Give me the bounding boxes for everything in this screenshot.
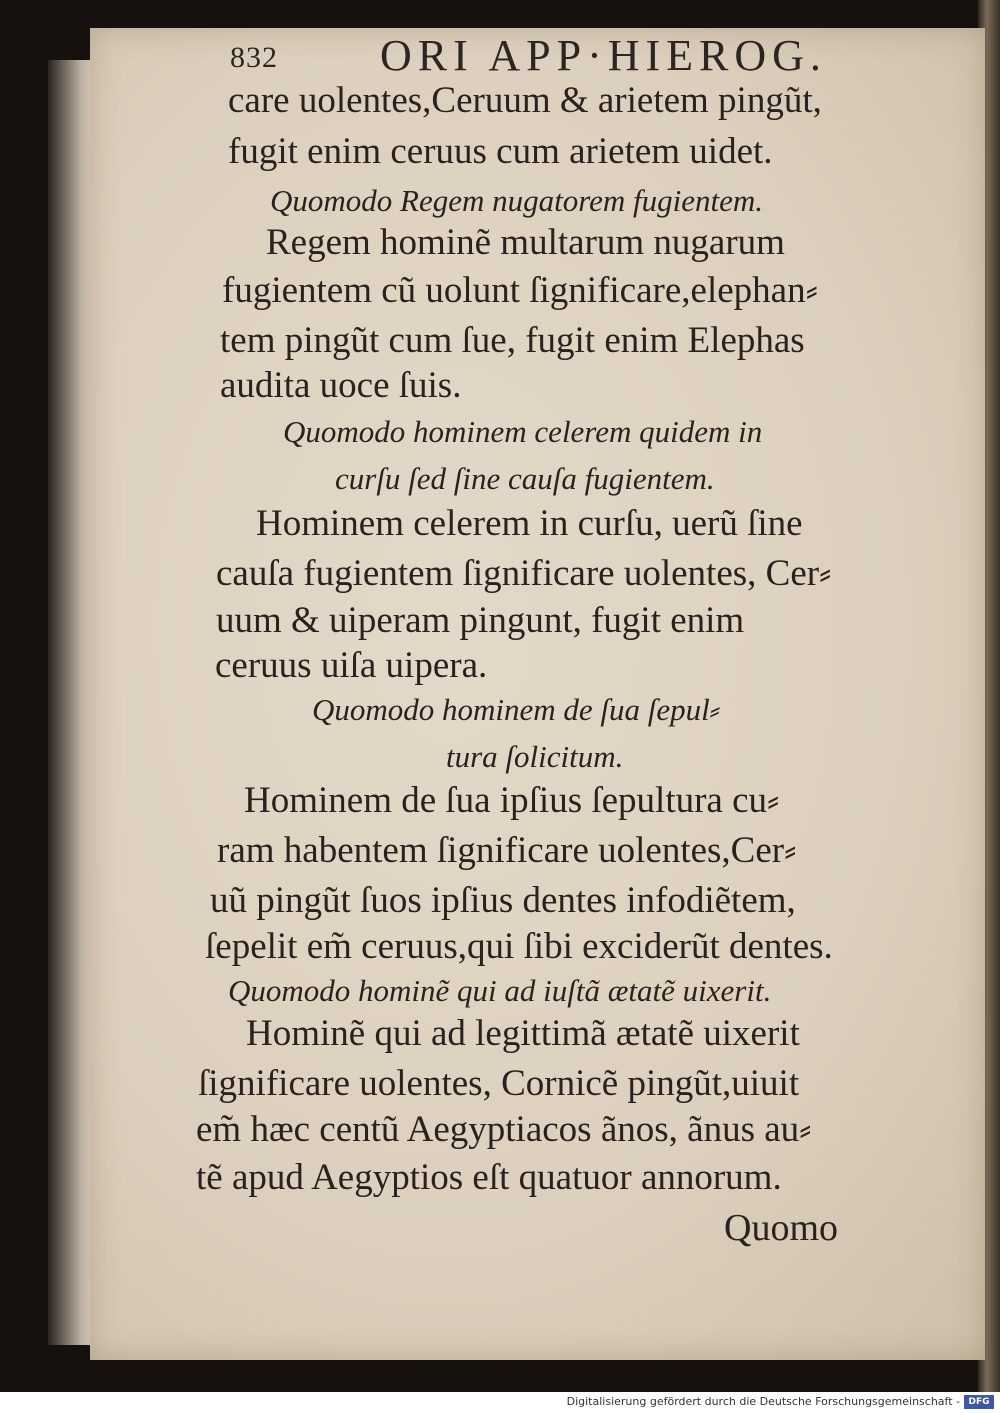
text-line: audita uoce ſuis.	[220, 365, 462, 406]
text-line: cauſa fugientem ſignificare uolentes, Cer⸗	[216, 553, 832, 594]
section-caption: curſu ſed ſine cauſa fugientem.	[335, 461, 715, 496]
text-line: ſepelit em̃ ceruus,qui ſibi exciderũt dentes.	[205, 926, 833, 967]
text-line: Hominẽ qui ad legittimã ætatẽ uixerit	[246, 1013, 800, 1054]
catchword: Quomo	[724, 1207, 838, 1249]
page-number: 832	[230, 41, 278, 74]
section-caption: Quomodo hominem celerem quidem in	[283, 414, 763, 449]
section-caption: Quomodo Regem nugatorem fugientem.	[270, 183, 764, 218]
text-line: Hominem celerem in curſu, uerũ ſine	[256, 503, 803, 544]
text-line: em̃ hæc centũ Aegyptiacos ãnos, ãnus au⸗	[196, 1109, 812, 1150]
text-line: ceruus uiſa uipera.	[215, 645, 488, 686]
running-head: ORI APP·HIEROG.	[380, 31, 827, 76]
text-line: Hominem de ſua ipſius ſepultura cu⸗	[244, 780, 780, 821]
text-line: fugientem cũ uolunt ſignificare,elephan⸗	[222, 270, 818, 311]
text-line: uũ pingũt ſuos ipſius dentes infodiẽtem,	[210, 880, 796, 921]
text-line: tẽ apud Aegyptios eſt quatuor annorum.	[196, 1157, 782, 1198]
footer-credit: Digitalisierung gefördert durch die Deutsche Forschungsgemeinschaft -	[566, 1395, 960, 1408]
text-line: care uolentes,Ceruum & arietem pingũt,	[228, 80, 822, 121]
section-caption: Quomodo hominẽ qui ad iuſtã ætatẽ uixerit.	[228, 973, 772, 1008]
text-line: fugit enim ceruus cum arietem uidet.	[228, 131, 773, 172]
digitization-footer	[0, 1392, 1000, 1413]
section-caption: tura ſolicitum.	[446, 739, 624, 774]
text-line: ram habentem ſignificare uolentes,Cer⸗	[217, 830, 797, 871]
text-line: ſignificare uolentes, Cornicẽ pingũt,uiuit	[198, 1063, 800, 1104]
dfg-logo: DFG	[964, 1395, 994, 1409]
text-line: uum & uiperam pingunt, fugit enim	[216, 600, 745, 641]
section-caption: Quomodo hominem de ſua ſepul⸗	[312, 692, 721, 727]
text-line: Regem hominẽ multarum nugarum	[266, 222, 785, 263]
text-line: tem pingũt cum ſue, fugit enim Elephas	[220, 320, 805, 361]
